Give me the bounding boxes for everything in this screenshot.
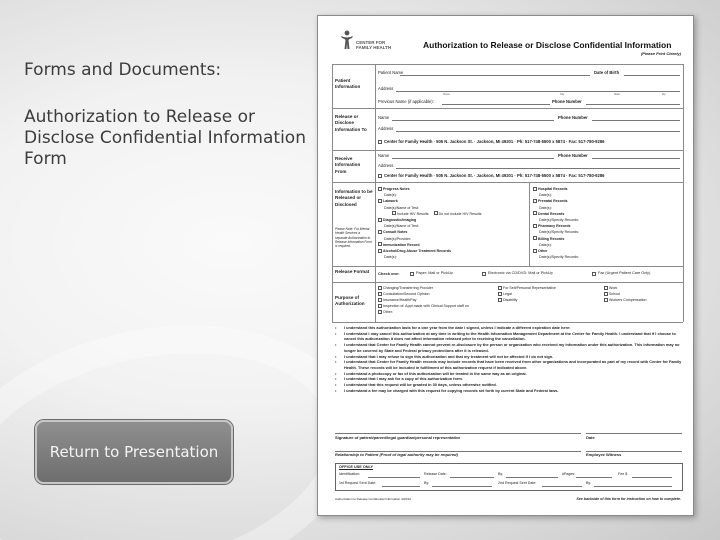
return-to-presentation-button[interactable]: Return to Presentation xyxy=(35,420,233,484)
info-item: Hospital Records xyxy=(533,186,681,192)
office-pages: #Pages: xyxy=(562,472,576,476)
release-name-label: Name xyxy=(378,115,390,120)
office-header: OFFICE USE ONLY xyxy=(339,465,374,469)
statement-item: • I understand a photocopy or fax of this authorization will be treated in the same way as an original. xyxy=(335,370,527,376)
office-use-box xyxy=(335,463,683,491)
witness-label: Employee Witness xyxy=(586,452,622,457)
mental-health-note: Please Note: For Mental Health Services a separate Authorization to Release Information Form is required. xyxy=(335,227,372,249)
section-purpose: Purpose of Authorization xyxy=(335,295,365,307)
info-item: Date(s): xyxy=(539,242,552,247)
purpose-option: Work xyxy=(609,286,618,290)
relationship-label: Relationship to Patient (Proof of legal authority may be required) xyxy=(335,452,458,457)
receive-cfh-label: Center for Family Health · 505 N. Jackson St. · Jackson, MI 49201 · Ph: 517-748-5500 x 5874 · Fax: 517-780-9286 xyxy=(384,173,605,178)
info-item: Billing Records xyxy=(533,236,681,242)
purpose-option: Legal xyxy=(503,292,512,296)
info-item: Date(s)/Specify Records: xyxy=(539,230,579,235)
format-option-paper: Paper: Mail or PickUp xyxy=(416,271,453,275)
info-item: Immunization Record xyxy=(378,242,526,248)
info-item: Include HIV Results Do not include HIV Results xyxy=(378,211,526,217)
purpose-option: For Self/Personal Representative xyxy=(503,286,556,290)
footer-left: Authorization to Release Confidential Information 4/26/12 xyxy=(335,497,412,501)
slide-subtitle: Authorization to Release or Disclose Confidential Information Form xyxy=(24,107,306,169)
receive-phone-label: Phone Number xyxy=(558,153,588,158)
patient-name-label: Patient Name xyxy=(378,70,404,75)
section-receive-from: Receive Information From xyxy=(335,156,361,174)
statement-item: • I understand this authorization lasts for a one year from the date I signed, unless I indicate a different expiration date here: xyxy=(335,325,571,330)
statements-list xyxy=(335,325,683,393)
purpose-option: Workers Compensation xyxy=(609,298,647,302)
info-item: Diagnostic/Imaging xyxy=(378,217,526,223)
statement-item: • I understand that this request will be granted in 30 days, unless otherwise notified. xyxy=(335,382,497,388)
purpose-option: Changing/Transferring Provider xyxy=(383,286,434,290)
format-option-electronic: Electronic via CD/DVD: Mail or PickUp xyxy=(488,271,553,275)
office-by-1: By: xyxy=(498,472,504,476)
purpose-options xyxy=(378,285,680,315)
addr-sub-street: Street xyxy=(443,93,450,96)
purpose-option: Consultation/Second Opinion xyxy=(383,292,430,296)
info-item: Date(s)/Specify Records: xyxy=(539,255,579,260)
patient-phone-label: Phone Number xyxy=(552,99,582,104)
format-check-one: Check one: xyxy=(378,271,400,276)
statement-item: • I understand that Center for Family Health cannot prevent re-disclosure by the person or organization who received my information under this authorization. This information may no longer be covered by State and Federal privacy protections after it is released. xyxy=(335,342,680,353)
info-item: Alcohol/Drug Abuse Treatment Records xyxy=(378,248,526,254)
office-fee: Fee $ xyxy=(618,472,628,476)
logo-line2: FAMILY HEALTH xyxy=(356,45,392,50)
statement-item: • I understand that I may ask for a copy of this authorization form. xyxy=(335,376,463,382)
footer-right: See backside of this form for instruction on how to complete. xyxy=(576,497,681,501)
statement-item: • I understand I may cancel this authorization at any time in writing to the Health Information Management Department at the Center for Family Health. I understand that if I choose to cancel this authorization it does not affect information released prior to receiving the cancellation. xyxy=(335,330,676,342)
info-right-column xyxy=(533,186,681,260)
logo-line1: CENTER FOR xyxy=(356,40,386,45)
addr-sub-state: State xyxy=(614,93,620,96)
info-item: Consult Notes xyxy=(378,229,526,235)
section-release-to: Release or Disclose Information To xyxy=(335,114,367,132)
format-option-fax: Fax (Urgent Patient Care Only) xyxy=(598,271,651,275)
receive-name-label: Name xyxy=(378,153,390,158)
signature-label: Signature of patient/parent/legal guardian/personal representative xyxy=(335,435,461,440)
addr-sub-zip: Zip xyxy=(662,93,666,96)
patient-address-label: Address xyxy=(378,86,394,91)
release-phone-label: Phone Number xyxy=(558,115,588,120)
section-release-format: Release Format xyxy=(335,269,370,274)
info-item: Pharmacy Records xyxy=(533,223,681,229)
info-item: Labwork xyxy=(378,198,526,204)
release-address-label: Address xyxy=(378,126,394,131)
release-cfh-label: Center for Family Health · 505 N. Jackson St. · Jackson, MI 49201 · Ph: 517-748-5500 x 5874 · Fax: 517-780-9286 xyxy=(384,139,605,144)
form-document-image xyxy=(317,15,694,516)
info-item: Progress Notes xyxy=(378,186,526,192)
purpose-option: School xyxy=(609,292,620,296)
section-patient-information: Patient Information xyxy=(335,78,361,90)
info-item: Date(s): xyxy=(539,193,552,198)
previous-name-label: Previous Name (if applicable): xyxy=(378,99,434,104)
office-by-3: By: xyxy=(586,481,592,485)
info-item: Dental Records xyxy=(533,211,681,217)
addr-sub-city: City xyxy=(560,93,565,96)
statement-item: • I understand that Center for Family Health records may include records that have been received from other organizations and incorporated as part of my record with Center for Family Health. These records will be included in fulfillment of this authorization request if indicated above. xyxy=(335,359,682,370)
info-item: Date(s): xyxy=(384,193,397,198)
print-note: (Please Print Clearly) xyxy=(640,51,681,56)
office-by-2: By: xyxy=(424,481,430,485)
purpose-option: Disability xyxy=(503,298,518,302)
info-item: Date(s)/Provider: xyxy=(384,236,412,241)
statement-item: • I understand that I may refuse to sign this authorization and that my treatment will not be affected if I do not sign. xyxy=(335,353,554,359)
info-item: Date(s)/Name of Test: xyxy=(384,205,419,210)
person-logo-icon xyxy=(340,30,354,50)
purpose-option: Inspection of: Appt made with Clinical Support staff on xyxy=(383,304,469,308)
info-item: Date(s)/Name of Test: xyxy=(384,224,419,229)
purpose-row xyxy=(378,309,680,315)
slide-title: Forms and Documents: xyxy=(24,60,222,80)
section-information-released: Information to be Released or Disclosed xyxy=(335,189,373,207)
statement-item: • I understand a fee may be charged with this request for copying records set forth by current State and Federal laws. xyxy=(335,387,559,393)
dob-label: Date of Birth xyxy=(594,70,620,75)
purpose-option: Insurance/HealthPay xyxy=(383,298,417,302)
purpose-option: Other: xyxy=(383,310,393,314)
office-release-date: Release Date: xyxy=(424,472,447,476)
info-item: Other xyxy=(533,248,681,254)
info-item: Prenatal Records xyxy=(533,198,681,204)
info-item: Date(s): xyxy=(384,255,397,260)
office-identification: Identification: xyxy=(339,472,361,476)
signature-date-label: Date xyxy=(586,435,595,440)
info-item: Date(s): xyxy=(539,205,552,210)
office-request-2: 2nd Request Sent Date: xyxy=(498,481,537,485)
office-request-1: 1st Request Sent Date: xyxy=(339,481,377,485)
info-item: Date(s)/Specify Records: xyxy=(539,218,579,223)
receive-address-label: Address xyxy=(378,163,394,168)
info-left-column xyxy=(378,186,526,260)
form-title: Authorization to Release or Disclose Confidential Information xyxy=(423,40,672,50)
